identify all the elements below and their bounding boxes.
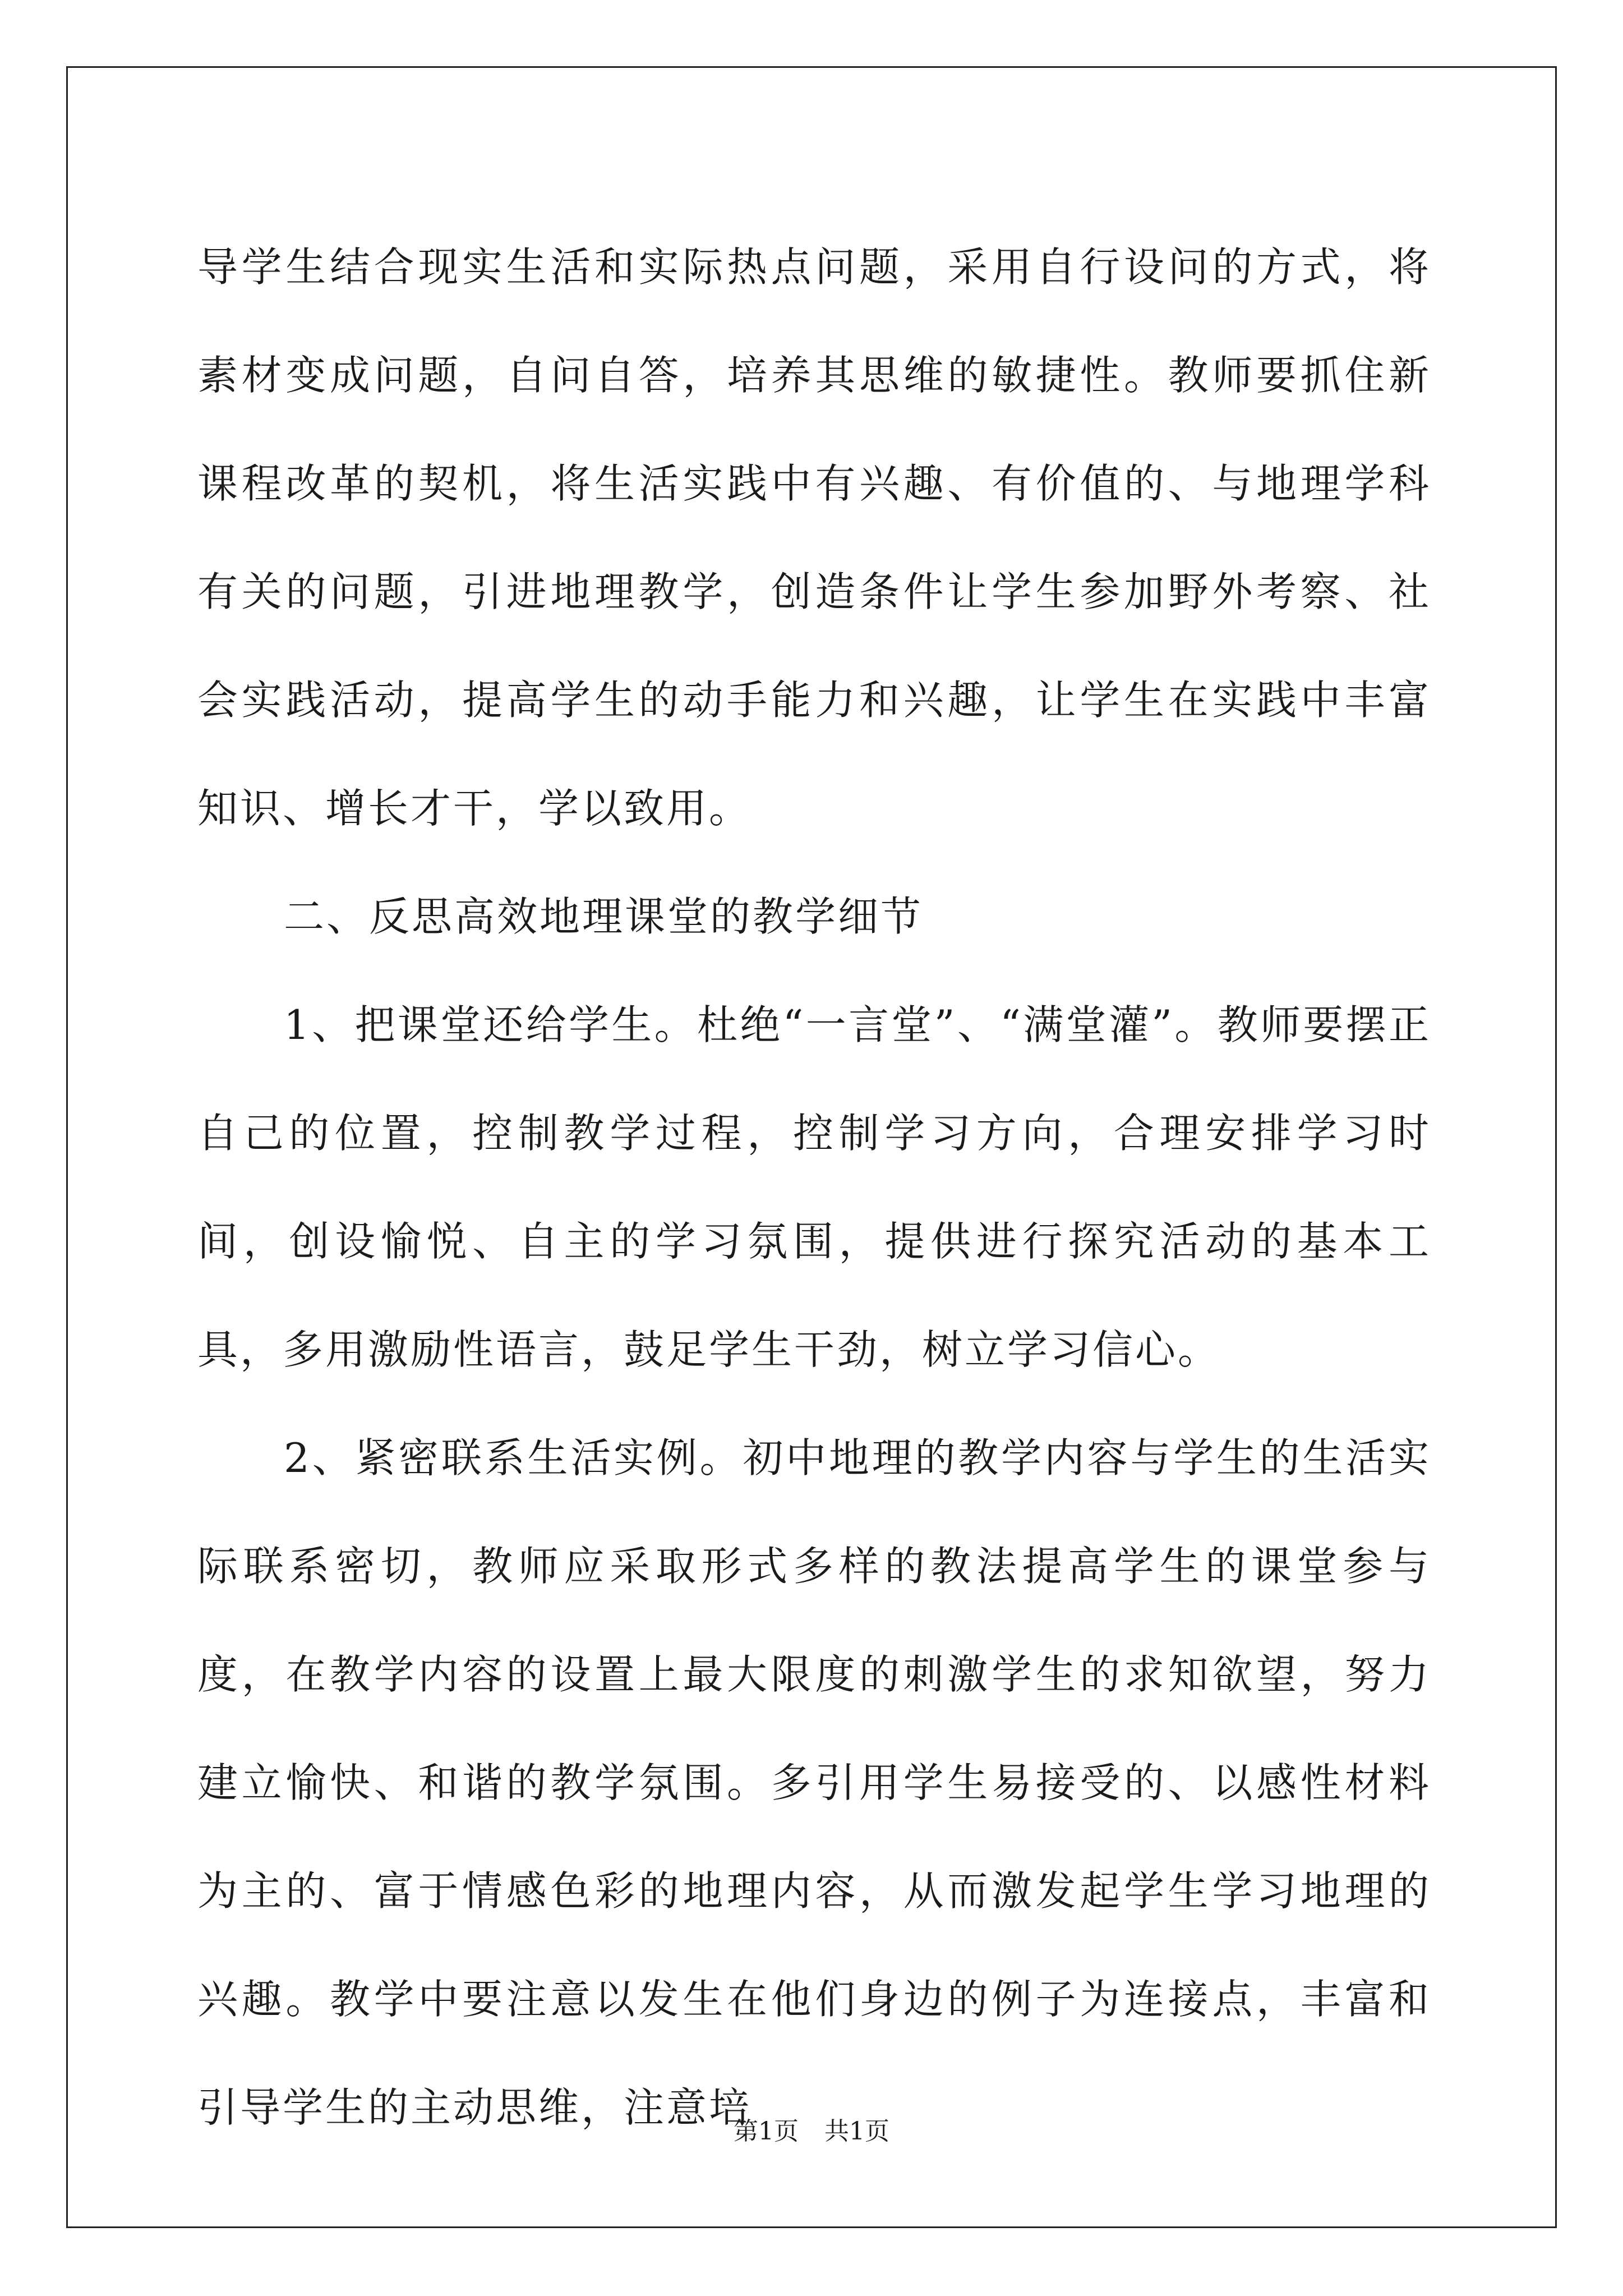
total-page-count: 共1页 <box>824 2117 889 2146</box>
body-paragraph-3: 2、紧密联系生活实例。初中地理的教学内容与学生的生活实际联系密切，教师应采取形式多样的教法提高学生的课堂参与度，在教学内容的设置上最大限度的刺激学生的求知欲望，努力建立愉快、和谐的教学氛围。多引用学生易接受的、以感性材料为主的、富于情感色彩的地理内容，从而激发起学生学习地理的兴趣。教学中要注意以发生在他们身边的例子为连接点，丰富和引导学生的主动思维，注意培 <box>197 1434 1431 2131</box>
section-heading: 二、反思高效地理课堂的教学细节 <box>284 893 924 940</box>
body-paragraph-2: 1、把课堂还给学生。杜绝“一言堂”、“满堂灌”。教师要摆正自己的位置，控制教学过程，控制学习方向，合理安排学习时间，创设愉悦、自主的学习氛围，提供进行探究活动的基本工具，多用激励性语言，鼓足学生干劲，树立学习信心。 <box>197 1001 1431 1373</box>
document-body <box>197 213 1431 2162</box>
page-footer <box>0 2115 1623 2148</box>
body-paragraph-1: 导学生结合现实生活和实际热点问题，采用自行设问的方式，将素材变成问题，自问自答，培养其思维的敏捷性。教师要抓住新课程改革的契机，将生活实践中有兴趣、有价值的、与地理学科有关的问题，引进地理教学，创造条件让学生参加野外考察、社会实践活动，提高学生的动手能力和兴趣，让学生在实践中丰富知识、增长才干，学以致用。 <box>197 243 1431 832</box>
current-page-number: 第1页 <box>734 2117 799 2146</box>
